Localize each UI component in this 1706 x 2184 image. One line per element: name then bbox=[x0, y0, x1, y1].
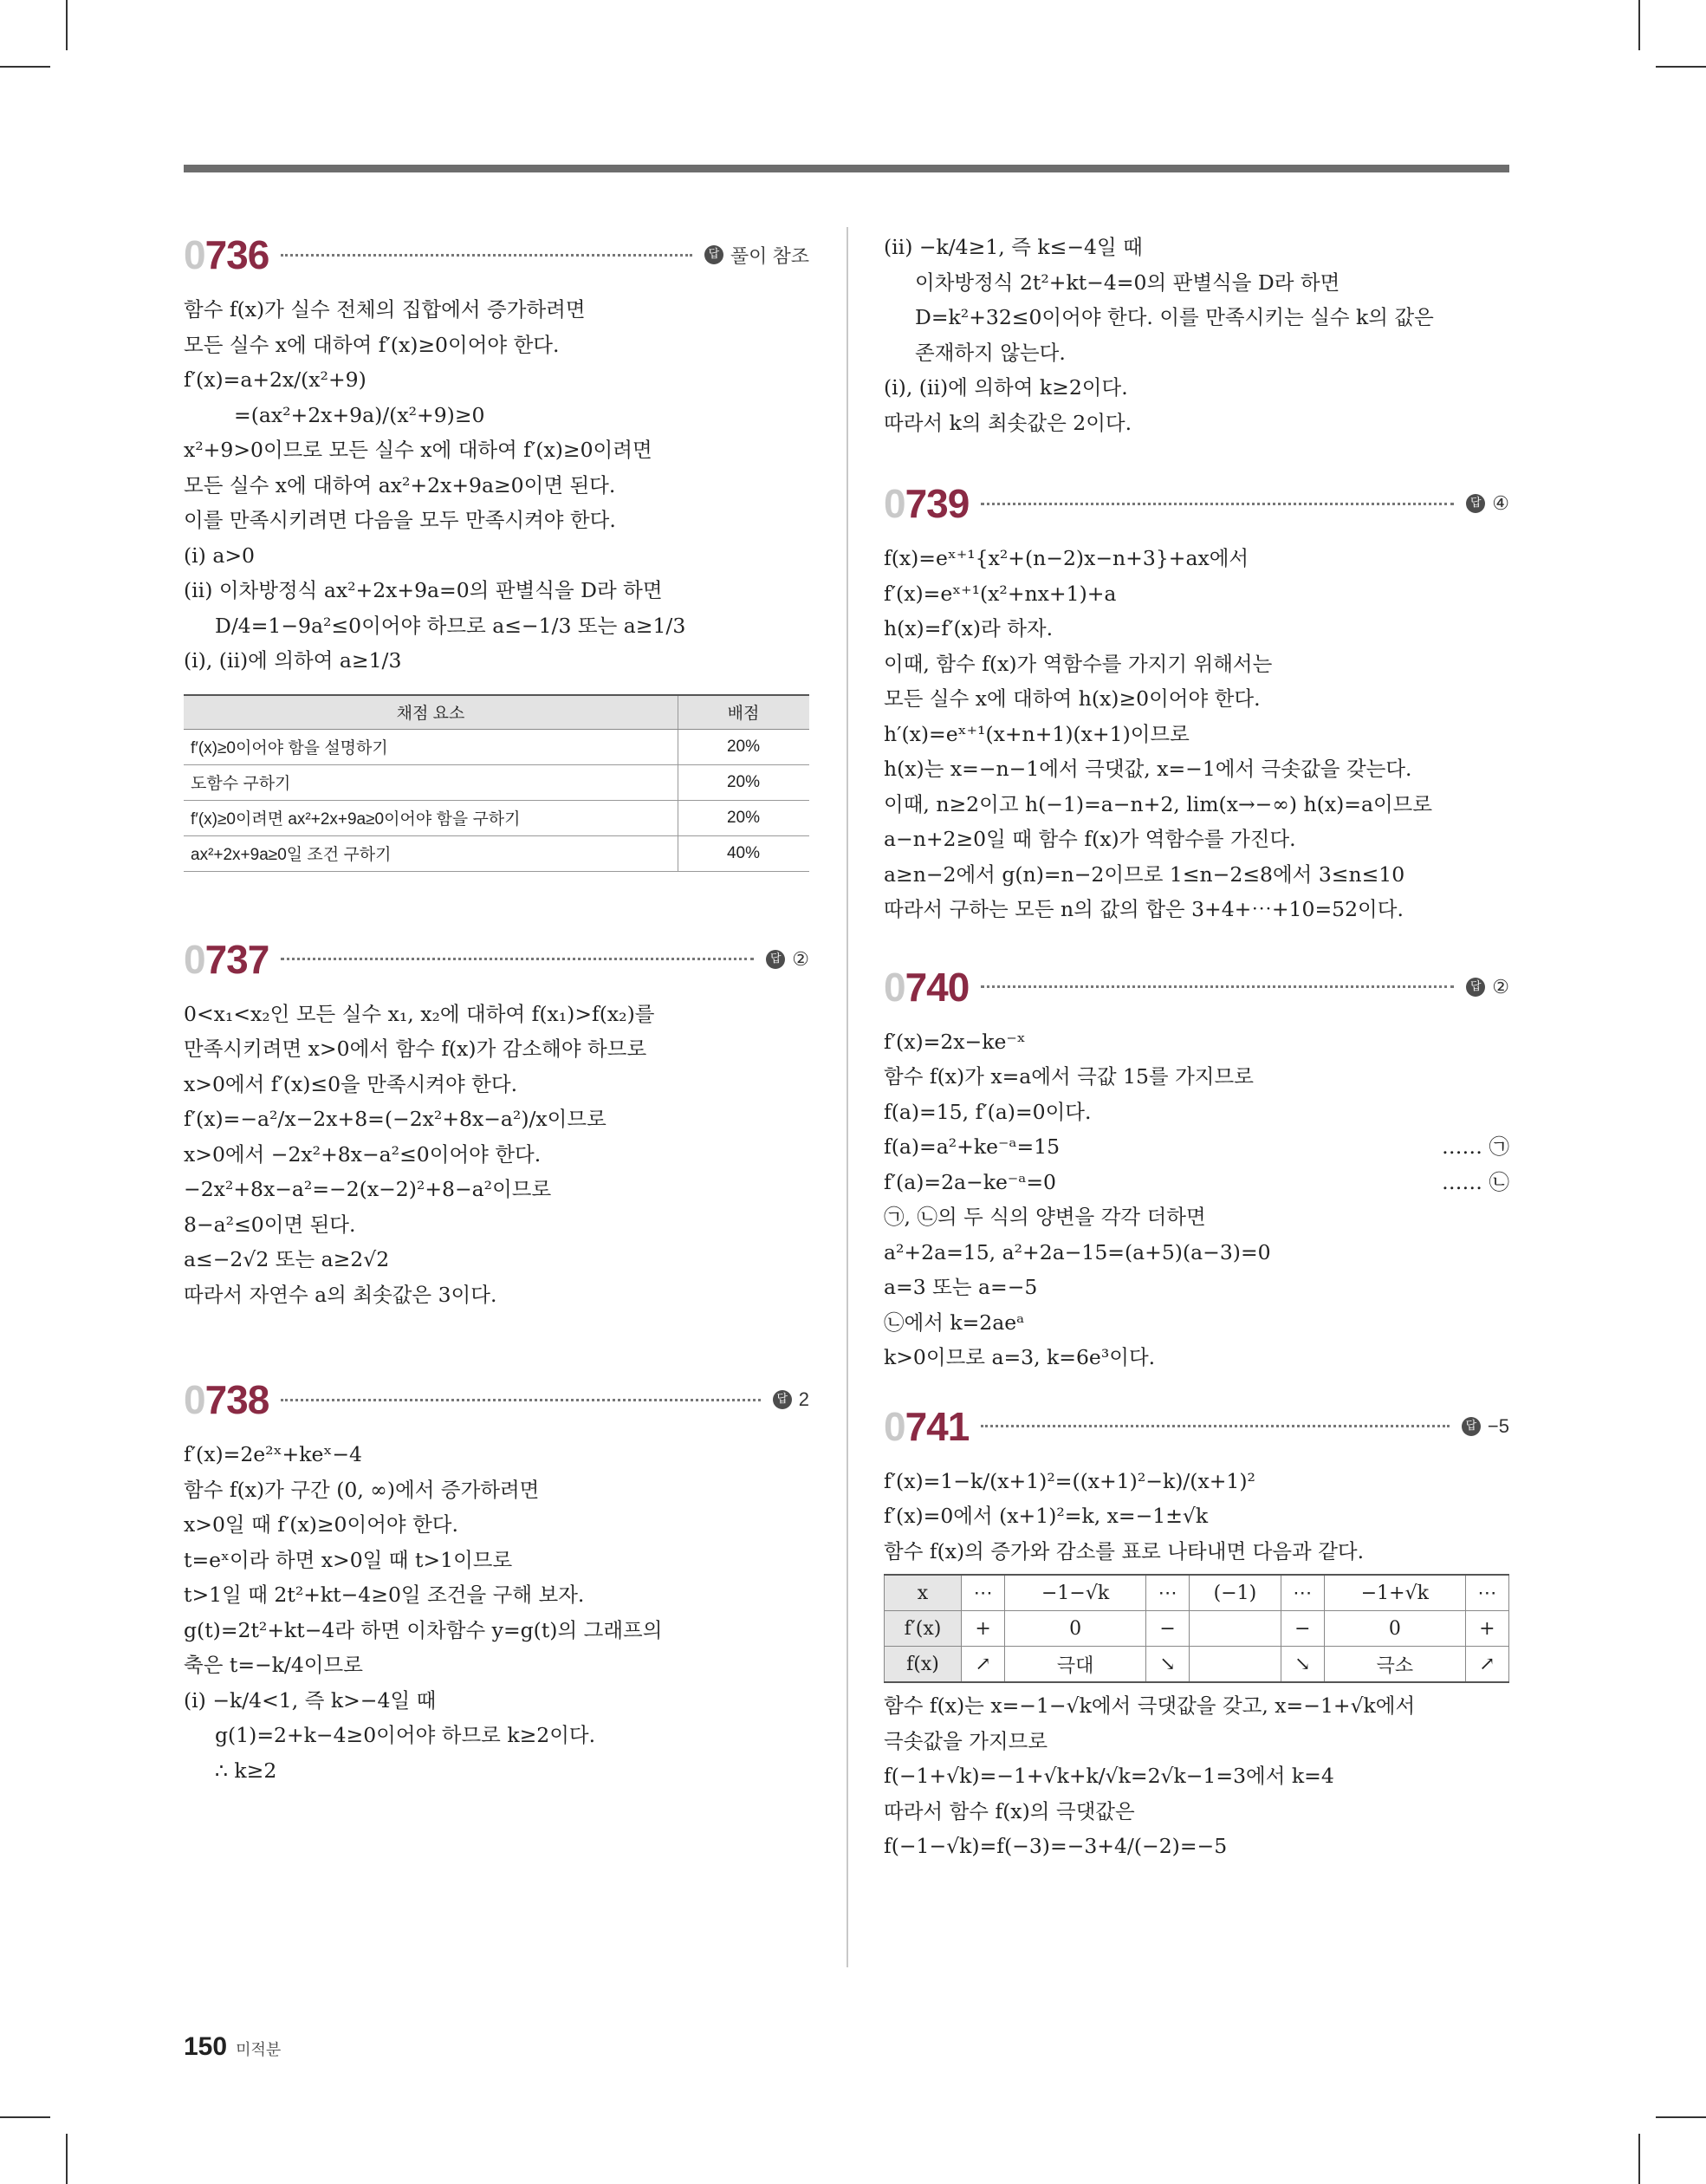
crop-mark bbox=[0, 66, 50, 68]
solution-line: a≥n−2에서 g(n)=n−2이므로 1≤n−2≤8에서 3≤n≤10 bbox=[884, 861, 1405, 887]
solution-line: x²+9>0이므로 모든 실수 x에 대하여 f′(x)≥0이려면 bbox=[184, 438, 652, 462]
solution-line: t>1일 때 2t²+kt−4≥0일 조건을 구해 보자. bbox=[184, 1583, 585, 1607]
answer-label: 답 2 bbox=[773, 1388, 809, 1411]
left-column bbox=[184, 230, 809, 1850]
problem-header bbox=[884, 962, 1509, 1012]
solution-line: 0<x₁<x₂인 모든 실수 x₁, x₂에 대하여 f(x₁)>f(x₂)를 bbox=[184, 1001, 655, 1026]
solution-line: f′(a)=2a−ke⁻ᵃ=0 …… ㉡ bbox=[884, 1165, 1509, 1200]
solution-line: a=3 또는 a=−5 bbox=[884, 1275, 1038, 1299]
problem-0738 bbox=[184, 1375, 809, 1788]
solution-line: 함수 f(x)는 x=−1−√k에서 극댓값을 갖고, x=−1+√k에서 bbox=[884, 1693, 1416, 1718]
answer-icon: 답 bbox=[1462, 1417, 1481, 1436]
solution-line: f′(x)=2e²ˣ+keˣ−4 bbox=[184, 1442, 362, 1466]
solution-line: ∴ k≥2 bbox=[215, 1758, 277, 1783]
solution-line: 따라서 k의 최솟값은 2이다. bbox=[884, 410, 1132, 435]
problem-header bbox=[884, 478, 1509, 529]
solution-line: f′(x)=0에서 (x+1)²=k, x=−1±√k bbox=[884, 1504, 1209, 1528]
header-rule bbox=[184, 165, 1509, 172]
problem-header bbox=[884, 1401, 1509, 1452]
crop-mark bbox=[1656, 66, 1706, 68]
problem-0737 bbox=[184, 934, 809, 1313]
table-row: f′(x)≥0이려면 ax²+2x+9a≥0이어야 함을 구하기 20% bbox=[184, 800, 809, 835]
solution-line: 모든 실수 x에 대하여 h(x)≥0이어야 한다. bbox=[884, 686, 1261, 711]
table-row: f′(x) + 0 − − 0 + bbox=[885, 1611, 1509, 1647]
table-row: f(x) ↗ 극대 ↘ ↘ 극소 ↗ bbox=[885, 1647, 1509, 1683]
solution-line: f′(x)=1−k/(x+1)²=((x+1)²−k)/(x+1)² bbox=[884, 1468, 1255, 1493]
solution-line: f′(x)=2x−ke⁻ˣ bbox=[884, 1029, 1026, 1054]
solution-line: 이때, n≥2이고 h(−1)=a−n+2, lim(x→−∞) h(x)=a이므로 bbox=[884, 791, 1433, 816]
solution-line: (ⅱ) 이차방정식 ax²+2x+9a=0의 판별식을 D라 하면 bbox=[184, 578, 663, 602]
crop-mark bbox=[66, 0, 68, 50]
solution-line: a≤−2√2 또는 a≥2√2 bbox=[184, 1247, 390, 1271]
solution-line: 극솟값을 가지므로 bbox=[884, 1728, 1048, 1753]
page-number: 150 bbox=[184, 2032, 228, 2061]
solution-line: x>0에서 −2x²+8x−a²≤0이어야 한다. bbox=[184, 1141, 542, 1167]
solution-line: x>0에서 f′(x)≤0을 만족시켜야 한다. bbox=[184, 1071, 518, 1096]
problem-number: 0740 bbox=[884, 964, 970, 1010]
table-row: f′(x)≥0이어야 함을 설명하기 20% bbox=[184, 729, 809, 764]
table-row: x ⋯ −1−√k ⋯ (−1) ⋯ −1+√k ⋯ bbox=[885, 1575, 1509, 1611]
solution-line: a²+2a=15, a²+2a−15=(a+5)(a−3)=0 bbox=[884, 1239, 1271, 1264]
problem-header bbox=[184, 1375, 809, 1425]
solution-line: 따라서 구하는 모든 n의 값의 합은 3+4+⋯+10=52이다. bbox=[884, 897, 1404, 921]
solution-line: (ⅰ) a>0 bbox=[184, 543, 255, 568]
answer-label: 답 풀이 참조 bbox=[704, 242, 809, 269]
solution-line: 따라서 자연수 a의 최솟값은 3이다. bbox=[184, 1282, 497, 1307]
solution-line: 모든 실수 x에 대하여 ax²+2x+9a≥0이면 된다. bbox=[184, 472, 616, 497]
answer-icon: 답 bbox=[1466, 978, 1485, 997]
solution-line: ㉡에서 k=2aeᵃ bbox=[884, 1310, 1025, 1335]
answer-label: 답 ② bbox=[766, 948, 809, 971]
problem-header bbox=[184, 230, 809, 280]
answer-label: 답 −5 bbox=[1462, 1415, 1509, 1438]
answer-label: 답 ④ bbox=[1466, 492, 1509, 515]
problem-number: 0741 bbox=[884, 1403, 970, 1449]
right-column bbox=[884, 230, 1509, 1927]
solution-line: f(a)=a²+ke⁻ᵃ=15 …… ㉠ bbox=[884, 1129, 1509, 1165]
table-header: 배점 bbox=[678, 695, 810, 730]
solution-line: 모든 실수 x에 대하여 f′(x)≥0이어야 한다. bbox=[184, 332, 560, 357]
solution-line: h(x)=f′(x)라 하자. bbox=[884, 616, 1054, 640]
equation-mark: …… ㉡ bbox=[1442, 1169, 1509, 1194]
answer-icon: 답 bbox=[766, 950, 785, 969]
increase-decrease-table bbox=[884, 1574, 1509, 1683]
solution-line: D=k²+32≤0이어야 한다. 이를 만족시키는 실수 k의 값은 bbox=[915, 305, 1434, 329]
solution-line: (ⅰ), (ⅱ)에 의하여 a≥1/3 bbox=[184, 648, 402, 673]
answer-label: 답 ② bbox=[1466, 976, 1509, 998]
leader-dots bbox=[981, 503, 1454, 505]
equation-mark: …… ㉠ bbox=[1442, 1134, 1509, 1159]
solution-line: 축은 t=−k/4이므로 bbox=[184, 1653, 363, 1677]
page-footer bbox=[184, 2032, 281, 2062]
solution-line: f′(x)=eˣ⁺¹(x²+nx+1)+a bbox=[884, 581, 1117, 606]
leader-dots bbox=[981, 1425, 1450, 1427]
solution-line: =(ax²+2x+9a)/(x²+9)≥0 bbox=[234, 402, 485, 427]
scoring-table bbox=[184, 694, 809, 872]
solution-line: k>0이므로 a=3, k=6e³이다. bbox=[884, 1345, 1156, 1369]
crop-mark bbox=[66, 2134, 68, 2184]
problem-header bbox=[184, 934, 809, 985]
solution-line: (ⅱ) −k/4≥1, 즉 k≤−4일 때 bbox=[884, 235, 1143, 259]
problem-number: 0738 bbox=[184, 1377, 269, 1422]
subject-label: 미적분 bbox=[236, 2041, 282, 2058]
table-row: ax²+2x+9a≥0일 조건 구하기 40% bbox=[184, 835, 809, 871]
problem-0736 bbox=[184, 230, 809, 872]
solution-line: f(−1−√k)=f(−3)=−3+4/(−2)=−5 bbox=[884, 1834, 1228, 1858]
solution-line: g(1)=2+k−4≥0이어야 하므로 k≥2이다. bbox=[215, 1723, 596, 1747]
problem-number: 0739 bbox=[884, 481, 970, 526]
solution-line: h′(x)=eˣ⁺¹(x+n+1)(x+1)이므로 bbox=[884, 721, 1190, 746]
problem-0741 bbox=[884, 1401, 1509, 1864]
solution-line: 함수 f(x)가 x=a에서 극값 15를 가지므로 bbox=[884, 1064, 1254, 1089]
leader-dots bbox=[281, 958, 754, 960]
solution-line: 함수 f(x)가 실수 전체의 집합에서 증가하려면 bbox=[184, 297, 586, 322]
solution-line: 이때, 함수 f(x)가 역함수를 가지기 위해서는 bbox=[884, 651, 1273, 676]
solution-line: (ⅰ), (ⅱ)에 의하여 k≥2이다. bbox=[884, 375, 1128, 400]
solution-line: f(−1+√k)=−1+√k+k/√k=2√k−1=3에서 k=4 bbox=[884, 1764, 1334, 1788]
solution-line: x>0일 때 f′(x)≥0이어야 한다. bbox=[184, 1512, 458, 1537]
crop-mark bbox=[1638, 2134, 1640, 2184]
solution-line: 함수 f(x)의 증가와 감소를 표로 나타내면 다음과 같다. bbox=[884, 1538, 1365, 1563]
solution-line: g(t)=2t²+kt−4라 하면 이차함수 y=g(t)의 그래프의 bbox=[184, 1617, 663, 1642]
leader-dots bbox=[281, 254, 692, 257]
crop-mark bbox=[1656, 2116, 1706, 2118]
leader-dots bbox=[281, 1399, 760, 1401]
table-header: 채점 요소 bbox=[184, 695, 678, 730]
answer-icon: 답 bbox=[773, 1390, 792, 1409]
solution-line: 함수 f(x)가 구간 (0, ∞)에서 증가하려면 bbox=[184, 1477, 540, 1502]
problem-0740 bbox=[884, 962, 1509, 1375]
solution-line: f′(x)=a+2x/(x²+9) bbox=[184, 367, 366, 392]
solution-line: a−n+2≥0일 때 함수 f(x)가 역함수를 가진다. bbox=[884, 827, 1296, 851]
solution-line: 이차방정식 2t²+kt−4=0의 판별식을 D라 하면 bbox=[915, 270, 1340, 295]
table-row: 도함수 구하기 20% bbox=[184, 764, 809, 800]
leader-dots bbox=[981, 985, 1454, 988]
answer-icon: 답 bbox=[1466, 494, 1485, 513]
problem-number: 0736 bbox=[184, 232, 269, 277]
solution-line: 따라서 함수 f(x)의 극댓값은 bbox=[884, 1798, 1135, 1823]
problem-0738-continued bbox=[884, 230, 1509, 440]
solution-line: 만족시키려면 x>0에서 함수 f(x)가 감소해야 하므로 bbox=[184, 1037, 647, 1061]
solution-line: f(a)=15, f′(a)=0이다. bbox=[884, 1099, 1092, 1124]
problem-0739 bbox=[884, 478, 1509, 927]
solution-line: −2x²+8x−a²=−2(x−2)²+8−a²이므로 bbox=[184, 1177, 552, 1201]
answer-icon: 답 bbox=[704, 245, 723, 264]
solution-line: f′(x)=−a²/x−2x+8=(−2x²+8x−a²)/x이므로 bbox=[184, 1107, 607, 1131]
solution-line: f(x)=eˣ⁺¹{x²+(n−2)x−n+3}+ax에서 bbox=[884, 546, 1249, 570]
solution-line: 존재하지 않는다. bbox=[915, 340, 1066, 365]
solution-line: 이를 만족시키려면 다음을 모두 만족시켜야 한다. bbox=[184, 508, 616, 532]
problem-number: 0737 bbox=[184, 936, 269, 982]
solution-line: (ⅰ) −k/4<1, 즉 k>−4일 때 bbox=[184, 1687, 437, 1713]
solution-line: h(x)는 x=−n−1에서 극댓값, x=−1에서 극솟값을 갖는다. bbox=[884, 757, 1412, 781]
solution-line: t=eˣ이라 하면 x>0일 때 t>1이므로 bbox=[184, 1547, 513, 1572]
solution-line: 8−a²≤0이면 된다. bbox=[184, 1212, 356, 1237]
crop-mark bbox=[1638, 0, 1640, 50]
solution-line: ㉠, ㉡의 두 식의 양변을 각각 더하면 bbox=[884, 1205, 1206, 1229]
column-divider bbox=[847, 227, 848, 1967]
solution-line: D/4=1−9a²≤0이어야 하므로 a≤−1/3 또는 a≥1/3 bbox=[215, 613, 686, 638]
crop-mark bbox=[0, 2116, 50, 2118]
